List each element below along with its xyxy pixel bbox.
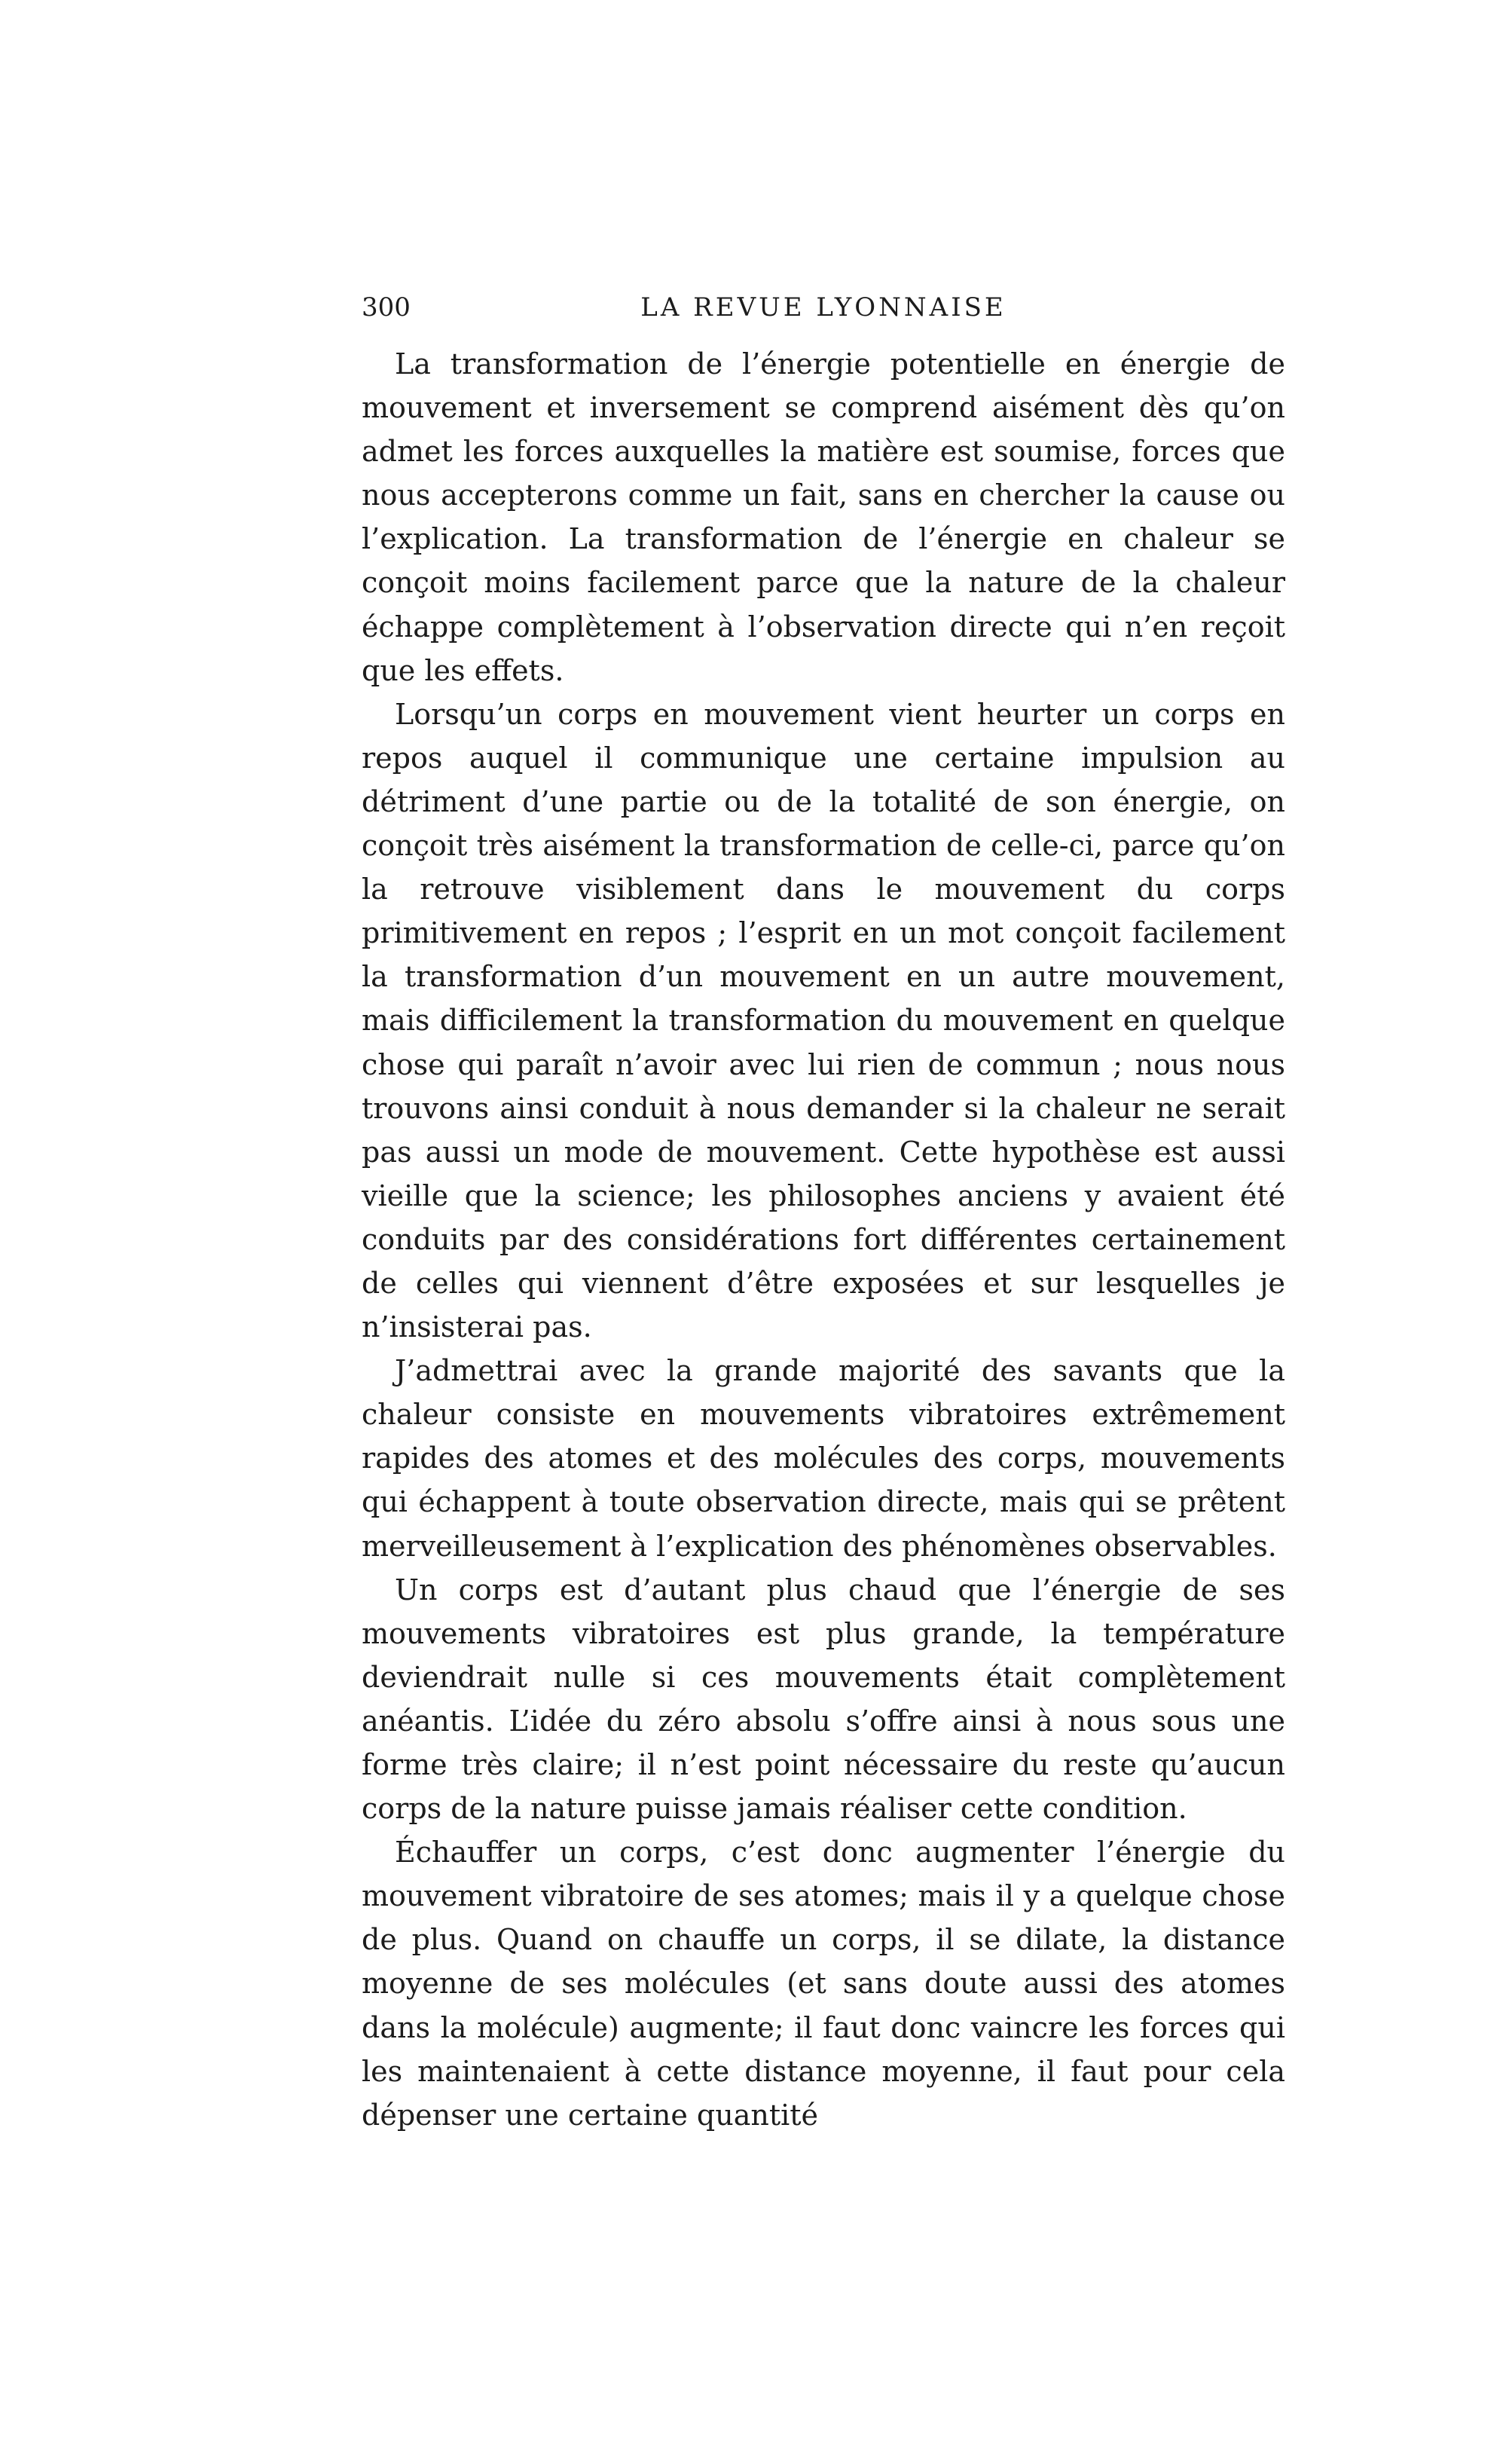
paragraph-2: Lorsqu’un corps en mouvement vient heurter un corps en repos auquel il communique une certaine impulsion au détriment d’une partie ou de la totalité de son énergie, on conçoit très aisément la transformation de celle-ci, parce qu’on la retrouve visiblement dans le mouvement du corps primitivement en repos ; l’esprit en un mot conçoit facilement la transformation d’un mouvement en un autre mouvement, mais difficilement la transformation du mouvement en quelque chose qui paraît n’avoir avec lui rien de commun ; nous nous trouvons ainsi conduit à nous demander si la chaleur ne serait pas aussi un mode de mouvement. Cette hypothèse est aussi vieille que la science; les philosophes anciens y avaient été conduits par des considérations fort différentes certainement de celles qui viennent d’être exposées et sur lesquelles je n’insisterai pas. [362, 697, 1285, 1344]
paragraph-5: Échauffer un corps, c’est donc augmenter l’énergie du mouvement vibratoire de ses atomes; mais il y a quelque chose de plus. Quand on chauffe un corps, il se dilate, la distance moyenne de ses molécules (et sans doute aussi des atomes dans la molécule) augmente; il faut donc vaincre les forces qui les maintenaient à cette distance moyenne, il faut pour cela dépenser une certaine quantité [362, 1836, 1285, 2132]
paragraph-4: Un corps est d’autant plus chaud que l’énergie de ses mouvements vibratoires est plus grande, la température deviendrait nulle si ces mouvements était complètement anéantis. L’idée du zéro absolu s’offre ainsi à nous sous une forme très claire; il n’est point nécessaire du reste qu’aucun corps de la nature puisse jamais réaliser cette condition. [362, 1573, 1285, 1826]
running-head [362, 292, 1285, 335]
paragraph-3: J’admettrai avec la grande majorité des savants que la chaleur consiste en mouvements vibratoires extrêmement rapides des atomes et des molécules des corps, mouvements qui échappent à toute observation directe, mais qui se prêtent merveilleusement à l’explication des phénomènes observables. [362, 1354, 1285, 1563]
paragraph-1: La transformation de l’énergie potentielle en énergie de mouvement et inversement se comprend aisément dès qu’on admet les forces auxquelles la matière est soumise, forces que nous accepterons comme un fait, sans en chercher la cause ou l’explication. La transformation de l’énergie en chaleur se conçoit moins facilement parce que la nature de la chaleur échappe complètement à l’observation directe qui n’en reçoit que les effets. [362, 347, 1285, 687]
page-number: 300 [362, 292, 411, 323]
body-text [362, 342, 1285, 2137]
journal-title: LA REVUE LYONNAISE [640, 292, 1007, 323]
